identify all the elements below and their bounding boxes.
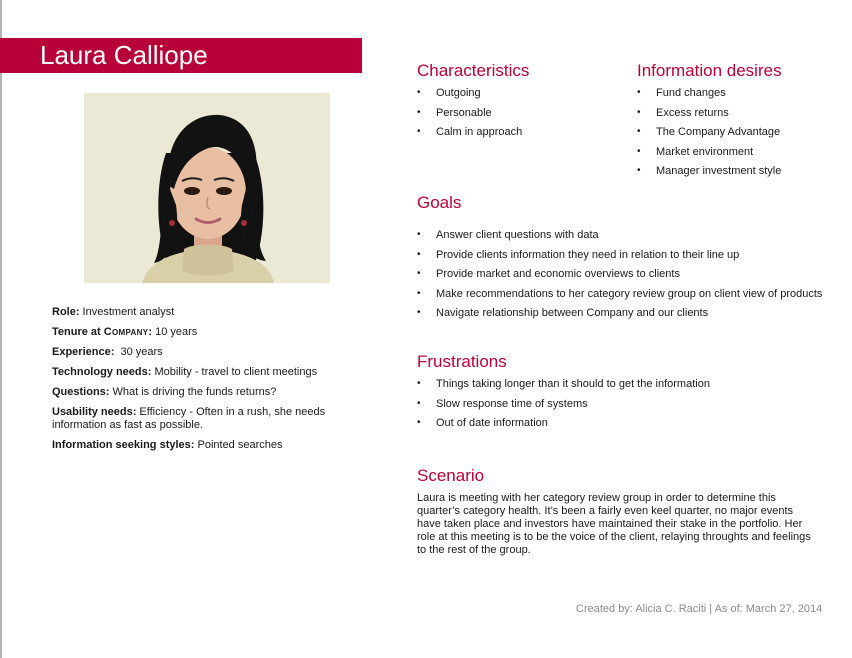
fact-seeking-value: Pointed searches	[194, 439, 283, 451]
fact-questions	[52, 386, 362, 399]
persona-name: Laura Calliope	[40, 40, 208, 70]
fact-tenure-value: 10 years	[152, 326, 198, 338]
fact-tenure-label-end: :	[148, 326, 153, 338]
fact-technology-value: Mobility - travel to client meetings	[151, 366, 318, 378]
page-left-rule	[0, 0, 2, 658]
list-item: • The Company Advantage	[637, 126, 781, 146]
fact-usability-needs	[52, 406, 362, 432]
information-desires-list	[637, 87, 781, 185]
fact-technology-needs	[52, 366, 362, 379]
list-item: • Personable	[417, 107, 522, 127]
list-item: • Provide clients information they need in relation to their line up	[417, 249, 822, 269]
characteristics-list	[417, 87, 522, 146]
list-item: • Out of date information	[417, 417, 710, 437]
fact-tenure	[52, 326, 362, 339]
left-earring	[169, 220, 175, 226]
goals-list	[417, 229, 822, 327]
fact-usability-label: Usability needs:	[52, 406, 137, 418]
list-item: • Fund changes	[637, 87, 781, 107]
list-item: • Navigate relationship between Company and our clients	[417, 307, 822, 327]
list-item: • Slow response time of systems	[417, 398, 710, 418]
list-item: • Provide market and economic overviews to clients	[417, 268, 822, 288]
frustrations-list	[417, 378, 710, 437]
fact-questions-value: What is driving the funds returns?	[109, 386, 277, 398]
scenario-text: Laura is meeting with her category review group in order to determine this quarter’s category health. It’s been a fairly even keel quarter, no major events have taken place and investors have maintained their stake in the portfolio. Her role at this meeting is to be the voice of the client, relaying throughts and feelings to the rest of the group.	[417, 492, 811, 556]
list-item: • Outgoing	[417, 87, 522, 107]
persona-illustration	[84, 93, 330, 283]
scenario-heading: Scenario	[417, 466, 485, 485]
goals-heading: Goals	[417, 193, 462, 212]
frustrations-heading: Frustrations	[417, 352, 507, 371]
list-item: • Calm in approach	[417, 126, 522, 146]
fact-usability-value: Efficiency - Often in a rush, she needs information as fast as possible.	[52, 406, 326, 431]
persona-name-banner	[0, 38, 362, 73]
list-item: • Answer client questions with data	[417, 229, 822, 249]
list-item: • Make recommendations to her category review group on client view of products	[417, 288, 822, 308]
fact-tenure-label-start: Tenure at	[52, 326, 104, 338]
left-eye	[184, 187, 200, 195]
list-item: • Market environment	[637, 146, 781, 166]
footer-credit: Created by: Alicia C. Raciti | As of: March 27, 2014	[576, 603, 823, 615]
right-earring	[241, 220, 247, 226]
fact-experience-label: Experience:	[52, 346, 115, 358]
information-desires-heading: Information desires	[637, 61, 782, 80]
list-item: • Excess returns	[637, 107, 781, 127]
fact-information-seeking	[52, 439, 362, 452]
company-name: Company	[103, 326, 149, 338]
fact-tenure-label	[52, 326, 152, 338]
fact-role	[52, 306, 362, 319]
fact-questions-label: Questions:	[52, 386, 110, 398]
fact-role-label: Role:	[52, 306, 80, 318]
fact-technology-label: Technology needs:	[52, 366, 152, 378]
characteristics-heading: Characteristics	[417, 61, 530, 80]
fact-seeking-label: Information seeking styles:	[52, 439, 195, 451]
collar	[182, 245, 234, 276]
fact-experience	[52, 346, 362, 359]
persona-portrait	[84, 93, 330, 283]
fact-role-value: Investment analyst	[79, 306, 175, 318]
list-item: • Manager investment style	[637, 165, 781, 185]
right-eye	[216, 187, 232, 195]
persona-facts	[52, 306, 362, 459]
fact-experience-value: 30 years	[114, 346, 163, 358]
list-item: • Things taking longer than it should to get the information	[417, 378, 710, 398]
